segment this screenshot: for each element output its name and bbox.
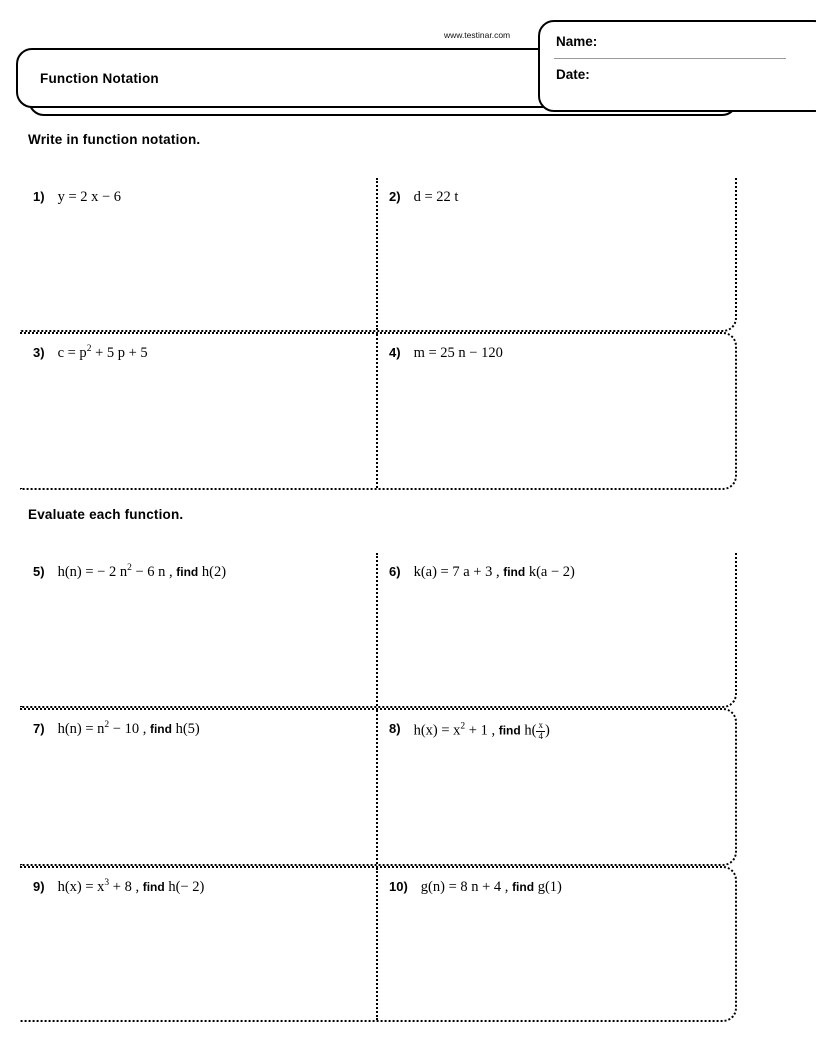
problem-cell-6 (378, 553, 735, 706)
problem-row-2 (20, 332, 737, 490)
problem-math: $c = p^2 + 5$ p + 5 (57, 344, 148, 361)
name-fill-line (554, 58, 786, 59)
exponent: 3 (104, 878, 110, 889)
problem-math: $h(n) = n^2 - 10$ , find h(5) (57, 720, 200, 737)
problem-math: $h(x) = x^2 + 1$ , find h( $\frac{x}{4}$ ) (413, 720, 550, 741)
problem-math: d = 22 t (413, 189, 459, 205)
section-heading-evaluate: Evaluate each function. (28, 507, 184, 522)
problem-math: h(n) = − 2 $n^2 - 6$ n , find h(2) (57, 563, 227, 580)
problem-cell-2 (378, 178, 735, 330)
problem-number: 9) (33, 879, 45, 894)
problem-cell-9 (20, 868, 378, 1020)
name-label: Name: (556, 34, 598, 49)
problem-number: 3) (33, 345, 45, 360)
problem-number: 8) (389, 721, 401, 736)
problem-cell-5 (20, 553, 378, 706)
find-keyword: find (498, 723, 521, 738)
problem-math: m = 25 n − 120 (413, 345, 503, 361)
exponent: 2 (127, 563, 132, 574)
problem-cell-7 (20, 710, 378, 864)
problem-cell-10 (378, 868, 735, 1020)
problem-number: 5) (33, 564, 45, 579)
find-keyword: find (176, 565, 199, 579)
problem-math: $h(x) = x^3 + 8$ , find h(− 2) (57, 878, 205, 895)
worksheet-title: Function Notation (40, 70, 159, 86)
website-url: www.testinar.com (444, 30, 511, 40)
problem-number: 4) (389, 345, 401, 360)
problem-number: 6) (389, 564, 401, 579)
problem-row-3 (20, 553, 737, 708)
problem-row-1 (20, 178, 737, 332)
section-heading-write-notation: Write in function notation. (28, 132, 201, 147)
find-keyword: find (512, 880, 535, 894)
exponent: 2 (104, 720, 110, 731)
problem-cell-3 (20, 334, 378, 488)
problem-number: 1) (33, 189, 45, 204)
find-keyword: find (142, 880, 165, 894)
problem-math: g(n) = 8 n + 4 , find g(1) (420, 879, 562, 895)
problem-math: k(a) = 7 a + 3 , find k(a − 2) (413, 564, 575, 580)
problem-row-4 (20, 708, 737, 866)
problem-number: 7) (33, 721, 45, 736)
exponent: 2 (86, 344, 92, 355)
problem-cell-8 (378, 710, 735, 864)
exponent: 2 (460, 721, 466, 732)
problem-number: 2) (389, 189, 401, 204)
problem-number: 10) (389, 879, 408, 894)
problem-cell-4 (378, 334, 735, 488)
find-keyword: find (149, 722, 172, 736)
find-keyword: find (503, 565, 526, 579)
name-date-box (538, 20, 816, 112)
fraction: $\frac{x}{4}$ (538, 720, 543, 741)
problem-row-5 (20, 866, 737, 1022)
problem-cell-1 (20, 178, 378, 330)
date-label: Date: (556, 67, 590, 82)
problem-math: y = 2 x − 6 (57, 189, 122, 205)
